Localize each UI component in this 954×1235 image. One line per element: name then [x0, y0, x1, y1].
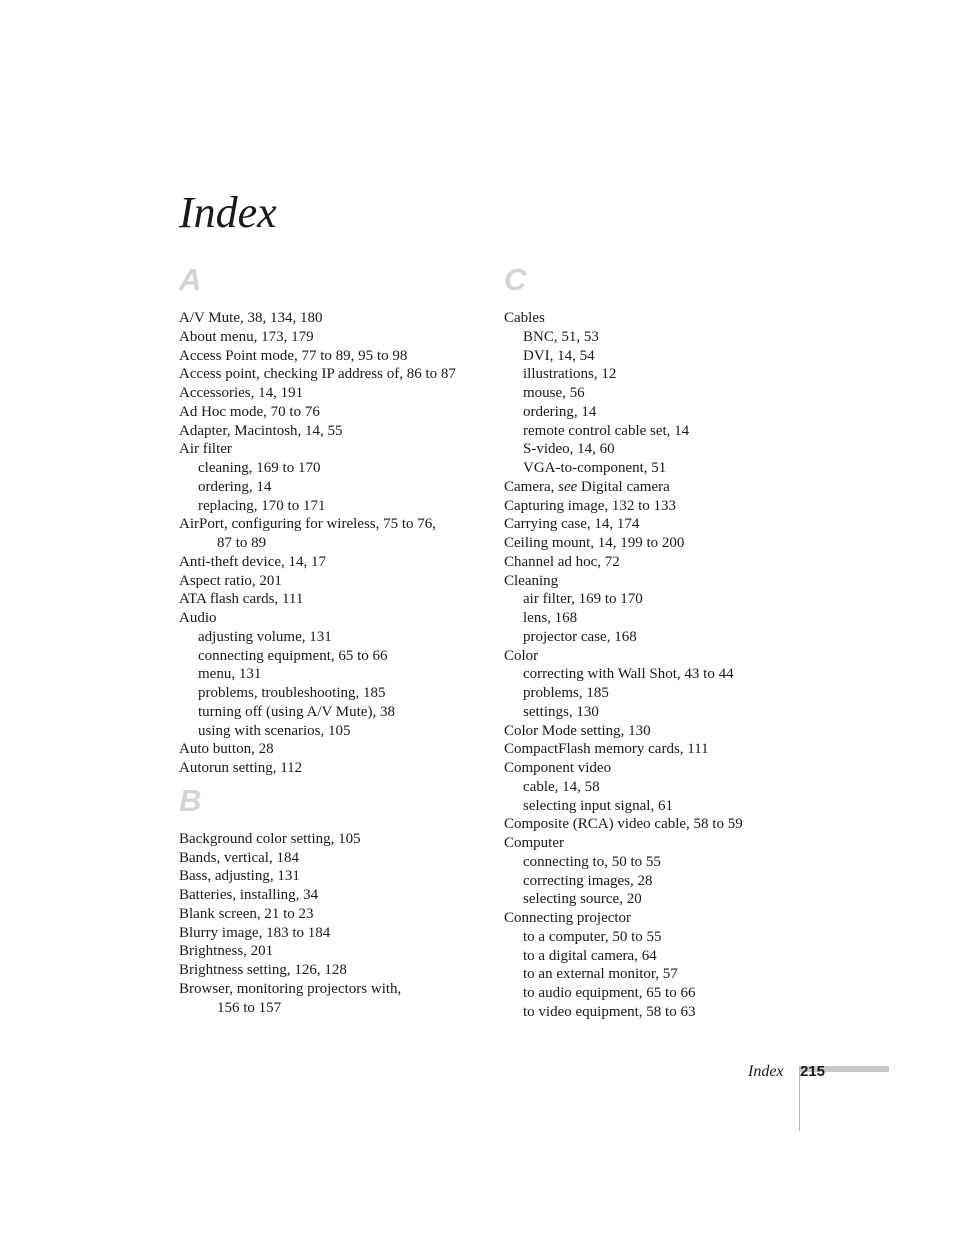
- section-letter: B: [179, 782, 202, 818]
- index-entry: A/V Mute, 38, 134, 180: [179, 310, 323, 326]
- index-entry: AirPort, configuring for wireless, 75 to 76,: [179, 516, 437, 533]
- index-column-right: [504, 262, 804, 1022]
- index-entry: Computer: [504, 835, 564, 851]
- index-subentry: DVI, 14, 54: [523, 347, 595, 364]
- index-subentry: 87 to 89: [217, 535, 267, 551]
- index-entry: Air filter: [179, 441, 232, 458]
- index-subentry: mouse, 56: [523, 385, 585, 401]
- index-entry: Access point, checking IP address of, 86 to 87: [179, 366, 456, 383]
- index-subentry: to an external monitor, 57: [523, 966, 678, 983]
- index-entry: Ceiling mount, 14, 199 to 200: [504, 535, 685, 551]
- section-letter: A: [179, 262, 202, 297]
- index-entry: About menu, 173, 179: [179, 328, 314, 345]
- index-subentry: menu, 131: [198, 666, 262, 683]
- footer-section-label: Index: [748, 1063, 784, 1080]
- index-subentry: 156 to 157: [217, 999, 282, 1016]
- index-entry: Auto button, 28: [179, 741, 274, 758]
- index-entry: Background color setting, 105: [179, 830, 361, 847]
- index-subentry: correcting images, 28: [523, 872, 653, 889]
- index-entry: Adapter, Macintosh, 14, 55: [179, 422, 343, 439]
- index-subentry: air filter, 169 to 170: [523, 591, 643, 608]
- index-subentry: to a digital camera, 64: [523, 947, 657, 964]
- index-subentry: problems, 185: [523, 685, 609, 701]
- index-subentry: S-video, 14, 60: [523, 441, 615, 458]
- index-entry: Autorun setting, 112: [179, 760, 303, 776]
- index-entry: Anti-theft device, 14, 17: [179, 553, 327, 570]
- index-entry: CompactFlash memory cards, 111: [504, 741, 709, 758]
- index-subentry: to audio equipment, 65 to 66: [523, 985, 696, 1001]
- index-subentry: lens, 168: [523, 610, 578, 626]
- page-title: Index: [179, 188, 277, 237]
- footer-page-number: 215: [800, 1063, 826, 1080]
- index-entry: Connecting projector: [504, 910, 632, 926]
- index-subentry: selecting source, 20: [523, 891, 642, 908]
- index-entry: Brightness, 201: [179, 943, 274, 960]
- index-subentry: correcting with Wall Shot, 43 to 44: [523, 666, 734, 683]
- index-subentry: cleaning, 169 to 170: [198, 460, 321, 476]
- index-subentry: BNC, 51, 53: [523, 328, 599, 345]
- index-entry: Bass, adjusting, 131: [179, 868, 300, 885]
- index-subentry: projector case, 168: [523, 628, 637, 645]
- index-entry: Cleaning: [504, 572, 559, 589]
- index-entry: Capturing image, 132 to 133: [504, 497, 677, 514]
- index-entry: Audio: [179, 610, 217, 626]
- index-subentry: connecting equipment, 65 to 66: [198, 647, 388, 664]
- index-subentry: adjusting volume, 131: [198, 628, 332, 645]
- index-subentry: ordering, 14: [523, 403, 597, 420]
- index-subentry: connecting to, 50 to 55: [523, 853, 661, 870]
- index-subentry: settings, 130: [523, 703, 599, 720]
- index-subentry: to video equipment, 58 to 63: [523, 1003, 696, 1020]
- index-subentry: illustrations, 12: [523, 366, 617, 383]
- index-subentry: using with scenarios, 105: [198, 722, 351, 739]
- index-entry: Access Point mode, 77 to 89, 95 to 98: [179, 347, 408, 364]
- index-entry: Component video: [504, 760, 612, 776]
- index-entry: Bands, vertical, 184: [179, 849, 299, 866]
- index-entry: Channel ad hoc, 72: [504, 553, 620, 570]
- index-entry: Aspect ratio, 201: [179, 572, 282, 589]
- index-entry: Accessories, 14, 191: [179, 385, 304, 401]
- index-column-left: [179, 262, 479, 1017]
- index-entry: Color Mode setting, 130: [504, 722, 651, 739]
- index-subentry: VGA-to-component, 51: [523, 460, 667, 476]
- index-entry: Camera, see Digital camera: [504, 478, 670, 495]
- index-subentry: selecting input signal, 61: [523, 797, 673, 814]
- index-entry: Blurry image, 183 to 184: [179, 924, 331, 941]
- index-subentry: ordering, 14: [198, 478, 272, 495]
- index-subentry: turning off (using A/V Mute), 38: [198, 703, 395, 720]
- index-subentry: remote control cable set, 14: [523, 422, 690, 439]
- index-entry: Blank screen, 21 to 23: [179, 905, 314, 922]
- index-entry: Batteries, installing, 34: [179, 887, 319, 903]
- index-entry: Brightness setting, 126, 128: [179, 962, 347, 978]
- index-entry: Cables: [504, 310, 545, 326]
- index-subentry: problems, troubleshooting, 185: [198, 685, 386, 701]
- index-subentry: to a computer, 50 to 55: [523, 928, 662, 945]
- index-entry: Browser, monitoring projectors with,: [179, 980, 402, 997]
- index-subentry: cable, 14, 58: [523, 778, 600, 795]
- index-entry: Ad Hoc mode, 70 to 76: [179, 403, 320, 420]
- index-entry: Composite (RCA) video cable, 58 to 59: [504, 816, 743, 833]
- index-entry: Carrying case, 14, 174: [504, 516, 640, 533]
- index-entry: ATA flash cards, 111: [179, 591, 304, 608]
- section-letter: C: [504, 262, 527, 297]
- index-subentry: replacing, 170 to 171: [198, 497, 326, 514]
- index-entry: Color: [504, 647, 539, 664]
